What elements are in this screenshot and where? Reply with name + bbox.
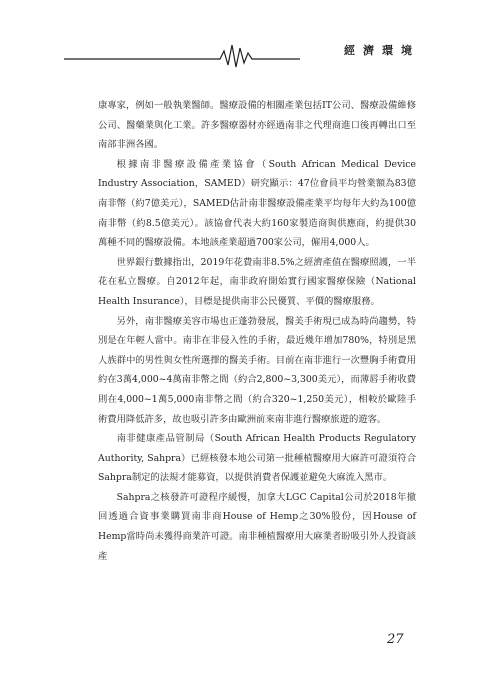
article-body: [98, 96, 416, 566]
paragraph-continuation: 康專家，例如一般執業醫師。醫療設備的相關產業包括IT公司、醫療設備維修公司、醫藥業與化工業。許多醫療器材亦經過南非之代理商進口後再轉出口至南部非洲各國。: [98, 100, 416, 151]
page-header: [64, 38, 420, 68]
section-label: 經濟環境: [344, 44, 420, 57]
paragraph-samed: 根據南非醫療設備產業協會（South African Medical Device Industry Association，SAMED）研究顯示：47位會員平均營業額為83億南非幣（約7億美元），SAMED估計南非醫療設備產業平均每年大約為100億南非幣（約8.5億美元）。該協會代表大約160家製造商與供應商，約提供30萬種不同的醫療設備。本地該產業超過700家公司，僱用4,000人。: [98, 158, 416, 249]
paragraph-sahpra: 南非健康產品管制局（South African Health Products Regulatory Authority, Sahpra）已經核發本地公司第一批種植醫療用大麻許可證須符合Sahpra制定的法規才能募資，以提供消費者保護並避免大麻流入黑市。: [98, 433, 416, 484]
paragraph-lgc-capital: Sahpra之核發許可證程序緩慢，加拿大LGC Capital公司於2018年撤回透過合資事業購買南非商House of Hemp之30%股份，因House of Hemp當時尚未獲得商業許可證。南非種植醫療用大麻業者盼吸引外人投資該產: [98, 491, 416, 562]
paragraph-world-bank: 世界銀行數據指出，2019年花費南非8.5%之經濟產值在醫療照護，一半花在私立醫療。自2012年起，南非政府開始實行國家醫療保險（National Health Insurance），目標是提供南非公民優質、平價的醫療服務。: [98, 256, 416, 307]
paragraph-cosmetic-surgery: 另外，南非醫療美容市場也正蓬勃發展，醫美手術現已成為時尚趨勢，特別是在年輕人當中。南非在非侵入性的手術，最近幾年增加780%，特別是黑人族群中的男性與女性所選擇的醫美手術。目前在南非進行一次豐胸手術費用約在3萬4,000~4萬南非幣之間（約合2,800~3,300美元），而薄唇手術收費則在4,000~1萬5,000南非幣之間（約合320~1,250美元），相較於歐陸手術費用降低許多，故也吸引許多由歐洲前來南非進行醫療旅遊的遊客。: [98, 315, 416, 425]
page-number: 27: [387, 632, 404, 647]
